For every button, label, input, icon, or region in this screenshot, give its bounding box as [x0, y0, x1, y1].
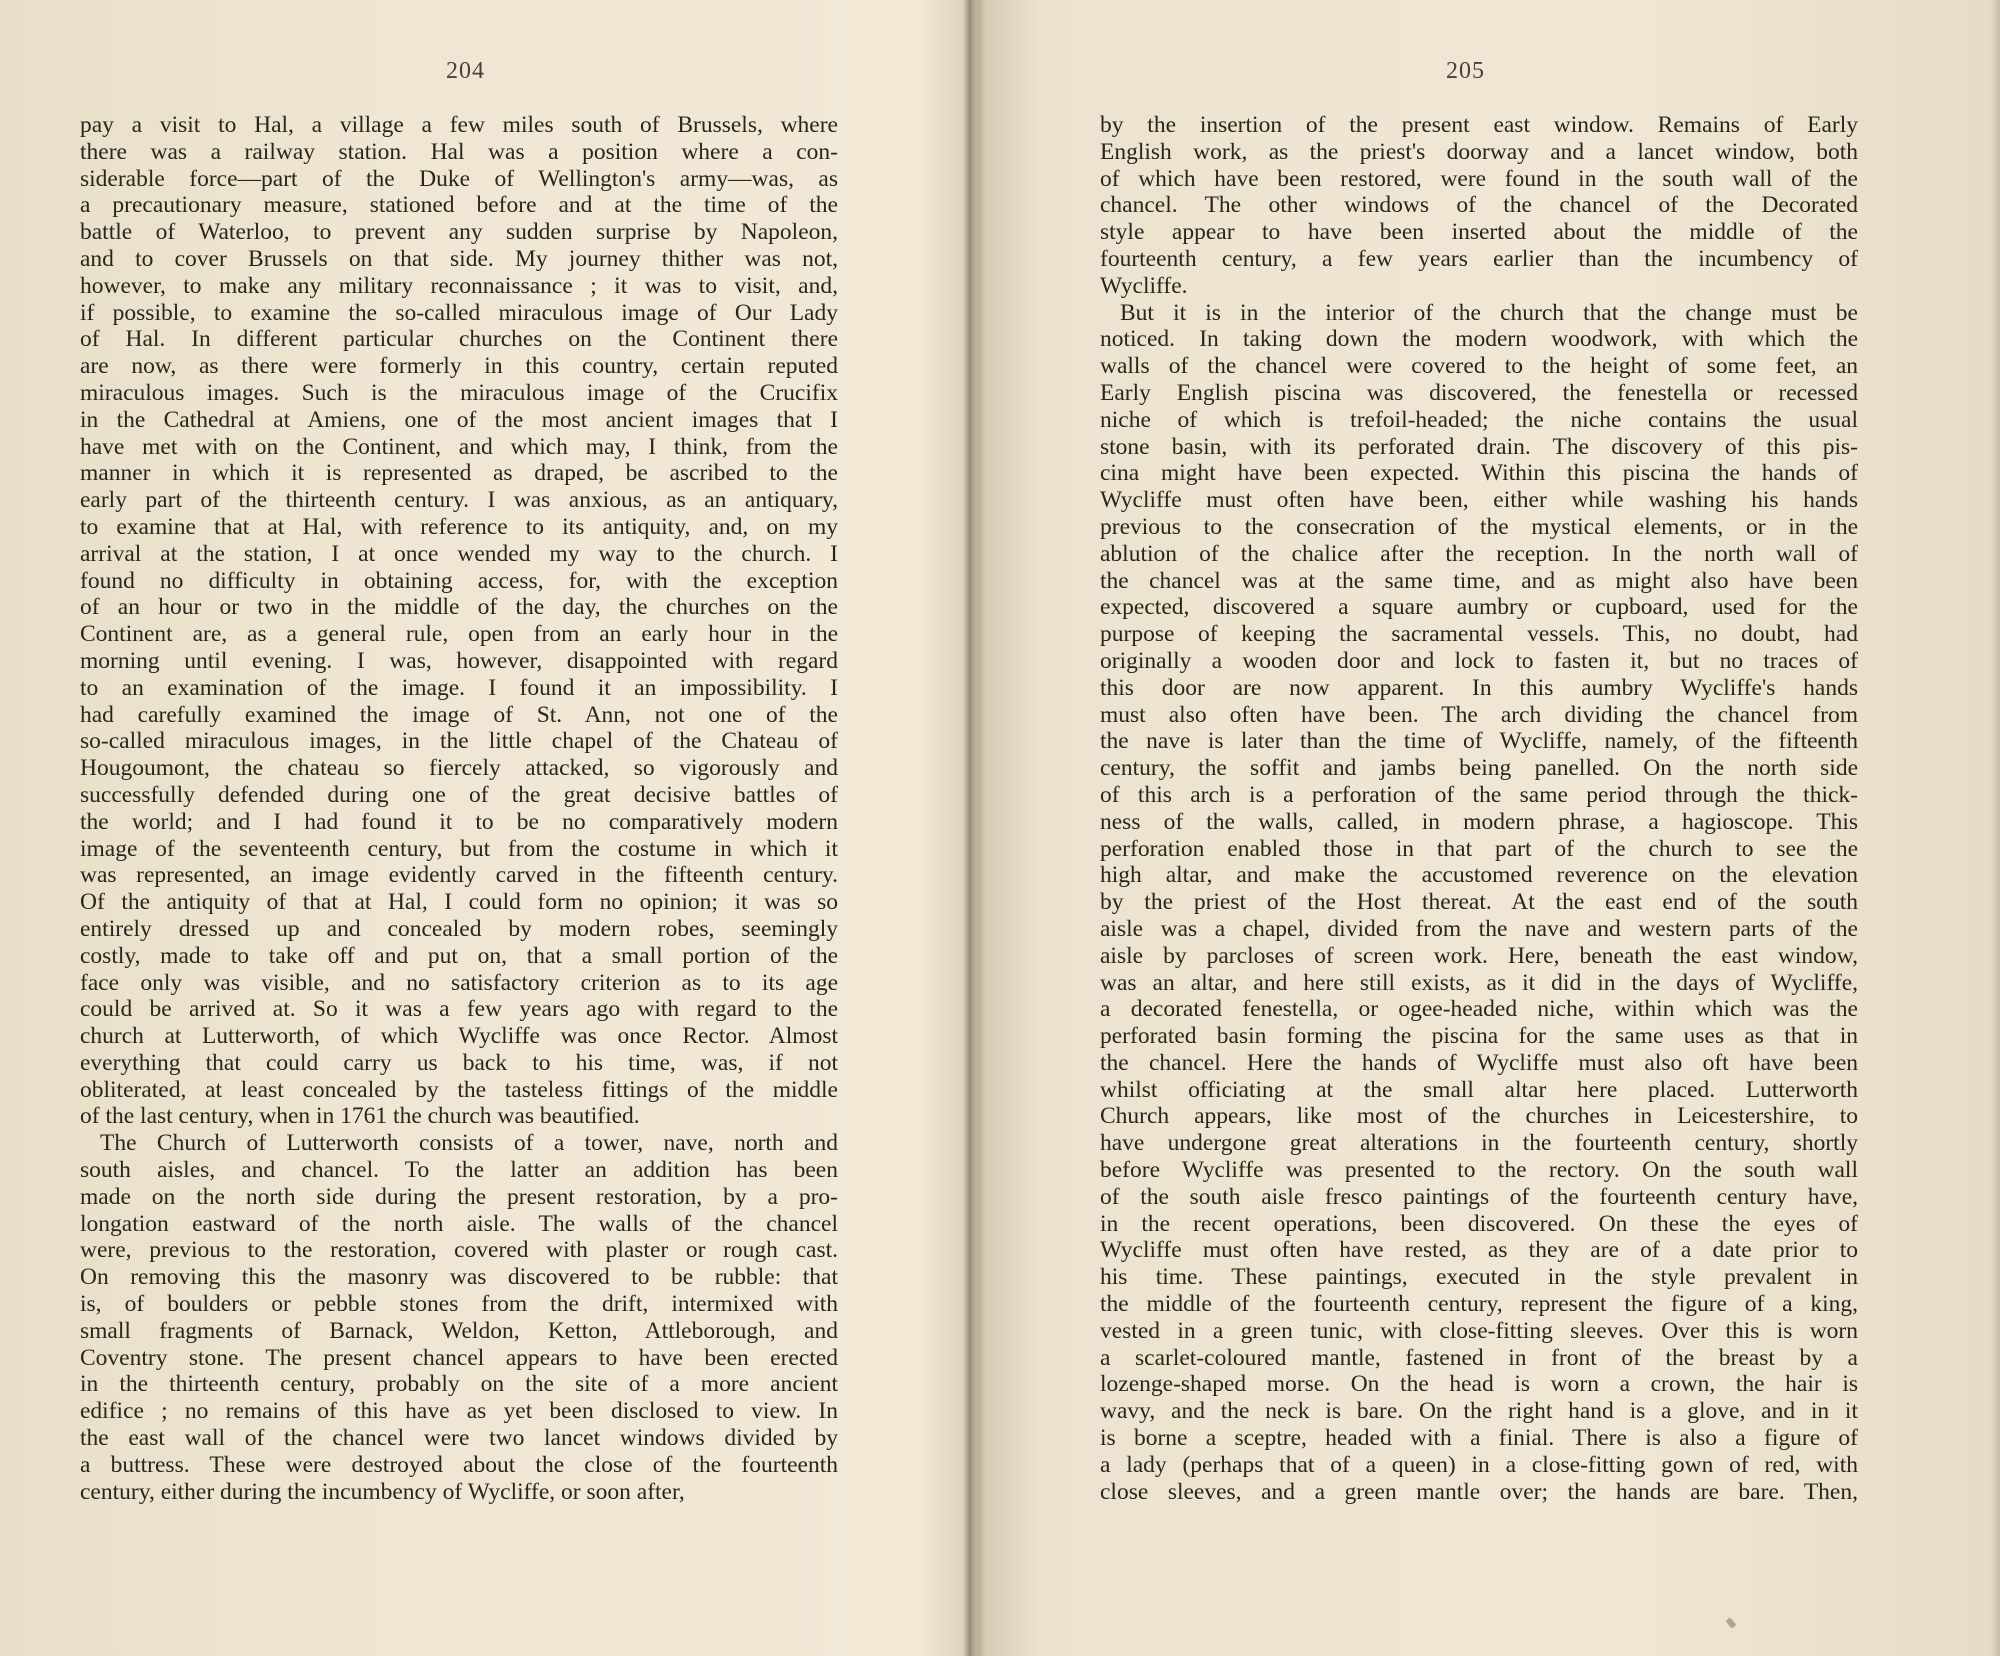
text-line: originally a wooden door and lock to fasten it, but no traces of [1100, 647, 1858, 674]
text-line: a precautionary measure, stationed before and at the time of the [80, 192, 838, 219]
text-line: to examine that at Hal, with reference to its antiquity, and, on my [80, 513, 838, 540]
text-line: vested in a green tunic, with close-fitting sleeves. Over this is worn [1100, 1317, 1858, 1344]
text-line: could be arrived at. So it was a few years ago with regard to the [80, 996, 838, 1023]
text-line: lozenge-shaped morse. On the head is worn a crown, the hair is [1100, 1371, 1858, 1398]
text-line: small fragments of Barnack, Weldon, Ketton, Attleborough, and [80, 1317, 838, 1344]
text-line: there was a railway station. Hal was a position where a con- [80, 138, 838, 165]
text-line: arrival at the station, I at once wended my way to the church. I [80, 540, 838, 567]
text-line: battle of Waterloo, to prevent any sudden surprise by Napoleon, [80, 219, 838, 246]
text-line: pay a visit to Hal, a village a few miles south of Brussels, where [80, 112, 838, 138]
text-line: entirely dressed up and concealed by modern robes, seemingly [80, 915, 838, 942]
text-line: siderable force—part of the Duke of Wellington's army—was, as [80, 165, 838, 192]
text-line: and to cover Brussels on that side. My journey thither was not, [80, 245, 838, 272]
text-line: niche of which is trefoil-headed; the niche contains the usual [1100, 406, 1858, 433]
text-line: in the recent operations, been discovered. On these the eyes of [1100, 1210, 1858, 1237]
text-line: stone basin, with its perforated drain. The discovery of this pis- [1100, 433, 1858, 460]
text-line: wavy, and the neck is bare. On the right hand is a glove, and in it [1100, 1398, 1858, 1425]
text-line: century, either during the incumbency of Wycliffe, or soon after, [80, 1478, 685, 1505]
text-line: is borne a sceptre, headed with a finial. There is also a figure of [1100, 1425, 1858, 1452]
text-line: close sleeves, and a green mantle over; the hands are bare. Then, [1100, 1478, 1858, 1505]
text-line: Church appears, like most of the churches in Leicestershire, to [1100, 1103, 1858, 1130]
text-line: The Church of Lutterworth consists of a tower, nave, north and [100, 1130, 838, 1157]
text-line: were, previous to the restoration, covered with plaster or rough cast. [80, 1237, 838, 1264]
text-line: obliterated, at least concealed by the tasteless fittings of the middle [80, 1076, 838, 1103]
text-line: edifice ; no remains of this have as yet been disclosed to view. In [80, 1398, 838, 1425]
text-line: a buttress. These were destroyed about the close of the fourteenth [80, 1451, 838, 1478]
text-line: have undergone great alterations in the fourteenth century, shortly [1100, 1130, 1858, 1157]
text-line: a lady (perhaps that of a queen) in a close-fitting gown of red, with [1100, 1451, 1858, 1478]
left-page [0, 0, 966, 1656]
text-line: of Hal. In different particular churches on the Continent there [80, 326, 838, 353]
text-line: church at Lutterworth, of which Wycliffe was once Rector. Almost [80, 1023, 838, 1050]
text-line: previous to the consecration of the mystical elements, or in the [1100, 513, 1858, 540]
text-line: had carefully examined the image of St. Ann, not one of the [80, 701, 838, 728]
text-line: everything that could carry us back to his time, was, if not [80, 1049, 838, 1076]
text-line: the chancel. Here the hands of Wycliffe must also oft have been [1100, 1049, 1858, 1076]
text-line: found no difficulty in obtaining access, for, with the exception [80, 567, 838, 594]
text-line: aisle by parcloses of screen work. Here, beneath the east window, [1100, 942, 1858, 969]
text-line: costly, made to take off and put on, that a small portion of the [80, 942, 838, 969]
text-line: his time. These paintings, executed in the style prevalent in [1100, 1264, 1858, 1291]
text-line: to an examination of the image. I found it an impossibility. I [80, 674, 838, 701]
text-line: was represented, an image evidently carved in the fifteenth century. [80, 862, 838, 889]
text-line: Continent are, as a general rule, open from an early hour in the [80, 621, 838, 648]
text-line: purpose of keeping the sacramental vessels. This, no doubt, had [1100, 621, 1858, 648]
text-line: early part of the thirteenth century. I was anxious, as an antiquary, [80, 487, 838, 514]
right-page [978, 0, 2000, 1656]
left-page-text [80, 112, 838, 1505]
text-line: the nave is later than the time of Wycliffe, namely, of the fifteenth [1100, 728, 1858, 755]
right-page-text [1100, 112, 1858, 1505]
text-line: whilst officiating at the small altar here placed. Lutterworth [1100, 1076, 1858, 1103]
text-line: aisle was a chapel, divided from the nave and western parts of the [1100, 915, 1858, 942]
text-line: of an hour or two in the middle of the day, the churches on the [80, 594, 838, 621]
text-line: noticed. In taking down the modern woodwork, with which the [1100, 326, 1858, 353]
text-line: high altar, and make the accustomed reverence on the elevation [1100, 862, 1858, 889]
text-line: the world; and I had found it to be no comparatively modern [80, 808, 838, 835]
text-line: in the Cathedral at Amiens, one of the most ancient images that I [80, 406, 838, 433]
text-line: ablution of the chalice after the reception. In the north wall of [1100, 540, 1858, 567]
text-line: Hougoumont, the chateau so fiercely attacked, so vigorously and [80, 755, 838, 782]
text-line: Coventry stone. The present chancel appears to have been erected [80, 1344, 838, 1371]
text-line: morning until evening. I was, however, disappointed with regard [80, 647, 838, 674]
text-line: before Wycliffe was presented to the rectory. On the south wall [1100, 1157, 1858, 1184]
text-line: English work, as the priest's doorway and a lancet window, both [1100, 138, 1858, 165]
text-line: a decorated fenestella, or ogee-headed niche, within which was the [1100, 996, 1858, 1023]
text-line: the middle of the fourteenth century, represent the figure of a king, [1100, 1291, 1858, 1318]
text-line: of the last century, when in 1761 the church was beautified. [80, 1103, 640, 1130]
text-line: this door are now apparent. In this aumbry Wycliffe's hands [1100, 674, 1858, 701]
text-line: of which have been restored, were found in the south wall of the [1100, 165, 1858, 192]
text-line: perforation enabled those in that part of the church to see the [1100, 835, 1858, 862]
text-line: must also often have been. The arch dividing the chancel from [1100, 701, 1858, 728]
text-line: style appear to have been inserted about the middle of the [1100, 219, 1858, 246]
text-line: century, the soffit and jambs being panelled. On the north side [1100, 755, 1858, 782]
text-line: however, to make any military reconnaissance ; it was to visit, and, [80, 272, 838, 299]
text-line: chancel. The other windows of the chancel of the Decorated [1100, 192, 1858, 219]
text-line: successfully defended during one of the great decisive battles of [80, 781, 838, 808]
text-line: of this arch is a perforation of the same period through the thick- [1100, 781, 1858, 808]
text-line: perforated basin forming the piscina for the same uses as that in [1100, 1023, 1858, 1050]
text-line: Wycliffe must often have been, either while washing his hands [1100, 487, 1858, 514]
text-line: have met with on the Continent, and which may, I think, from the [80, 433, 838, 460]
text-line: is, of boulders or pebble stones from the drift, intermixed with [80, 1291, 838, 1318]
text-line: expected, discovered a square aumbry or cupboard, used for the [1100, 594, 1858, 621]
text-line: image of the seventeenth century, but from the costume in which it [80, 835, 838, 862]
text-line: south aisles, and chancel. To the latter an addition has been [80, 1157, 838, 1184]
text-line: miraculous images. Such is the miraculous image of the Crucifix [80, 379, 838, 406]
text-line: Early English piscina was discovered, the fenestella or recessed [1100, 379, 1858, 406]
text-line: so-called miraculous images, in the little chapel of the Chateau of [80, 728, 838, 755]
text-line: fourteenth century, a few years earlier than the incumbency of [1100, 245, 1858, 272]
text-line: made on the north side during the present restoration, by a pro- [80, 1183, 838, 1210]
text-line: was an altar, and here still exists, as it did in the days of Wycliffe, [1100, 969, 1858, 996]
text-line: But it is in the interior of the church that the change must be [1120, 299, 1858, 326]
text-line: the chancel was at the same time, and as might also have been [1100, 567, 1858, 594]
page-number: 205 [1446, 58, 1485, 84]
text-line: a scarlet-coloured mantle, fastened in front of the breast by a [1100, 1344, 1858, 1371]
text-line: walls of the chancel were covered to the height of some feet, an [1100, 353, 1858, 380]
text-line: Wycliffe. [1100, 272, 1188, 299]
text-line: are now, as there were formerly in this country, certain reputed [80, 353, 838, 380]
page-edge [1990, 0, 2000, 1656]
page-number: 204 [446, 58, 485, 84]
text-line: by the priest of the Host thereat. At the east end of the south [1100, 889, 1858, 916]
text-line: Of the antiquity of that at Hal, I could form no opinion; it was so [80, 889, 838, 916]
text-line: in the thirteenth century, probably on the site of a more ancient [80, 1371, 838, 1398]
text-line: if possible, to examine the so-called miraculous image of Our Lady [80, 299, 838, 326]
text-line: face only was visible, and no satisfactory criterion as to its age [80, 969, 838, 996]
text-line: the east wall of the chancel were two lancet windows divided by [80, 1425, 838, 1452]
text-line: of the south aisle fresco paintings of the fourteenth century have, [1100, 1183, 1858, 1210]
text-line: cina might have been expected. Within this piscina the hands of [1100, 460, 1858, 487]
text-line: by the insertion of the present east window. Remains of Early [1100, 112, 1858, 138]
text-line: ness of the walls, called, in modern phrase, a hagioscope. This [1100, 808, 1858, 835]
text-line: manner in which it is represented as draped, be ascribed to the [80, 460, 838, 487]
text-line: Wycliffe must often have rested, as they are of a date prior to [1100, 1237, 1858, 1264]
text-line: On removing this the masonry was discovered to be rubble: that [80, 1264, 838, 1291]
text-line: longation eastward of the north aisle. The walls of the chancel [80, 1210, 838, 1237]
